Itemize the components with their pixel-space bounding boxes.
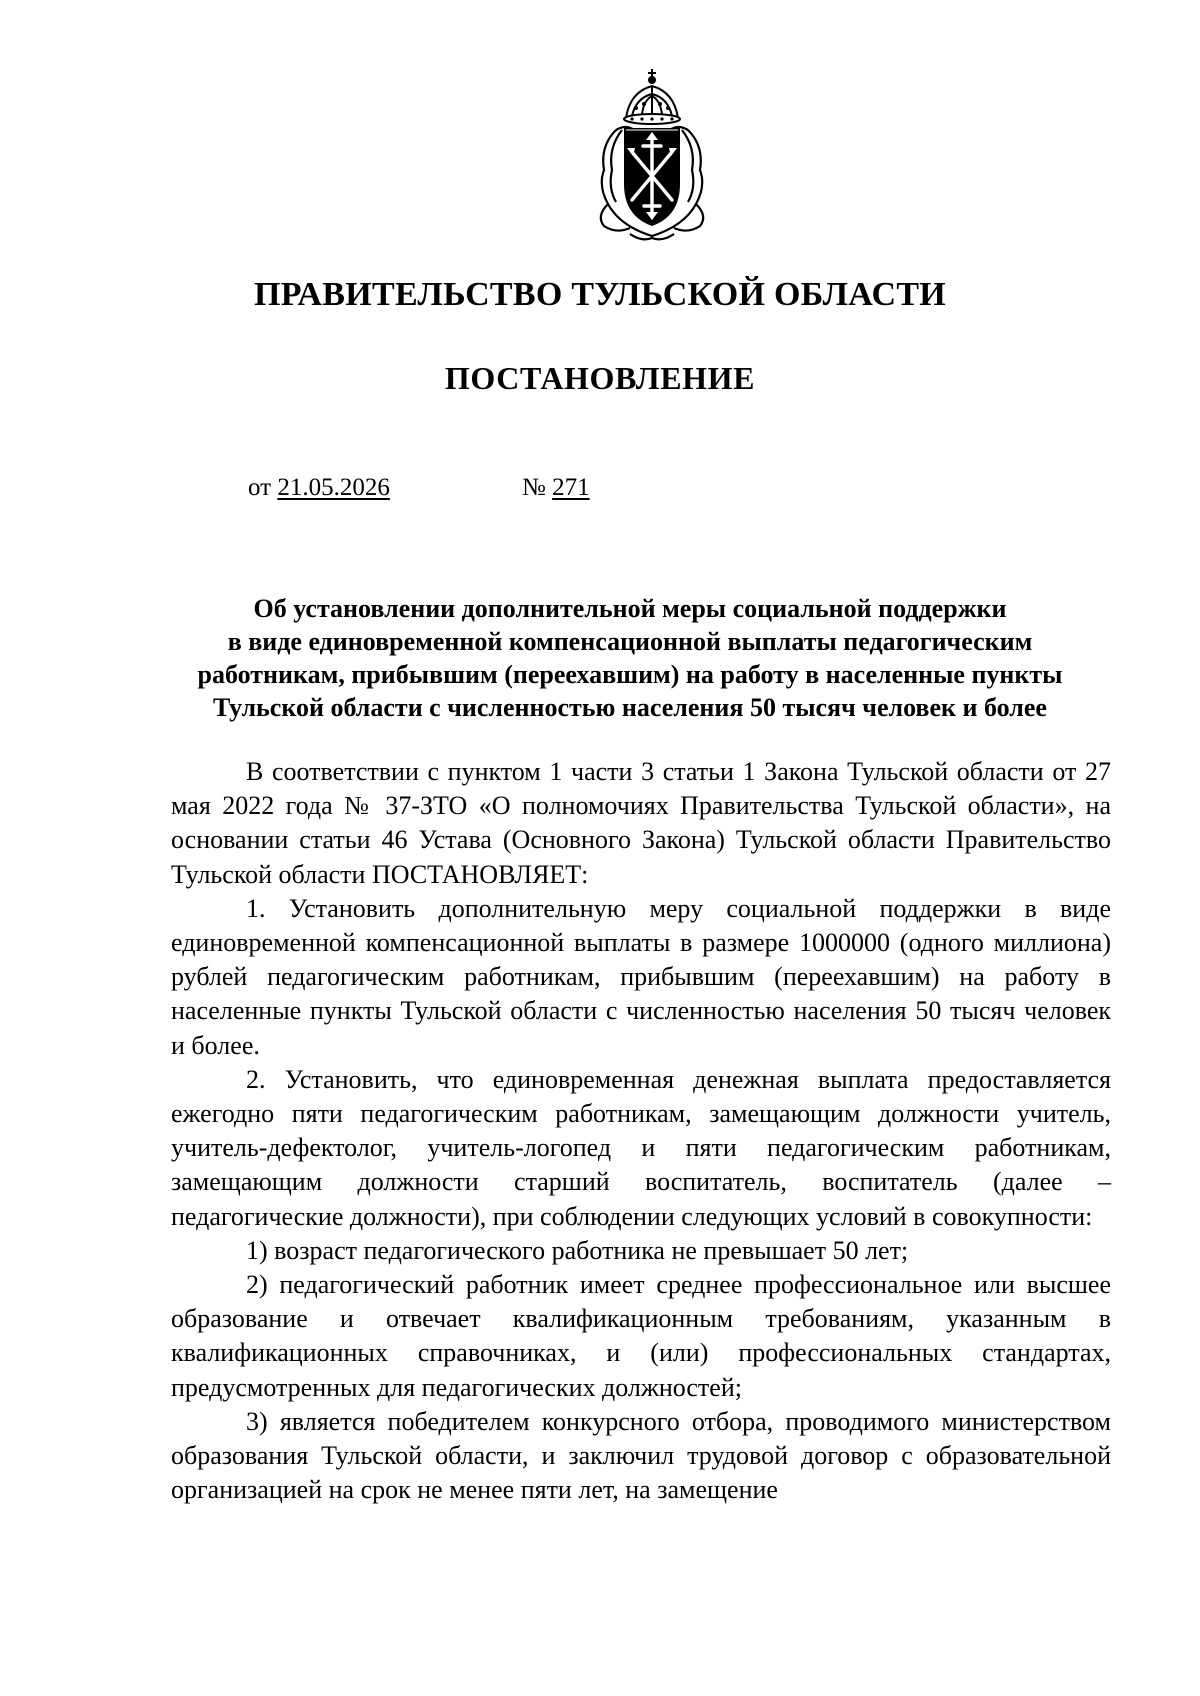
document-subject — [150, 592, 1110, 724]
body-paragraph: 1. Установить дополнительную меру социальной поддержки в виде единовременной компенсационной выплаты в размере 1000000 (одного миллиона) рублей педагогическим работникам, прибывшим (переехавшим) на работу в населенные пункты Тульской области с численностью населения 50 тысяч человек и более. — [171, 893, 1111, 1060]
document-date — [248, 474, 390, 502]
organization-title: ПРАВИТЕЛЬСТВО ТУЛЬСКОЙ ОБЛАСТИ — [253, 276, 947, 313]
subject-line: Об установлении дополнительной меры социальной поддержки — [253, 594, 1007, 623]
body-paragraph: 1) возраст педагогического работника не превышает 50 лет; — [246, 1235, 909, 1265]
subject-line: работникам, прибывшим (переехавшим) на работу в населенные пункты — [197, 660, 1063, 689]
body-paragraph: 2) педагогический работник имеет среднее профессиональное или высшее образование и отвечает квалификационным требованиям, указанным в квалификационных справочниках, и (или) профессиональных стандартах, предусмотренных для педагогических должностей; — [171, 1270, 1111, 1402]
document-type: ПОСТАНОВЛЕНИЕ — [444, 360, 756, 396]
number-prefix: № — [522, 474, 546, 501]
date-prefix: от — [248, 474, 272, 501]
document-number — [522, 474, 590, 502]
tula-coat-of-arms-icon — [586, 66, 718, 246]
date-value: 21.05.2026 — [277, 474, 390, 501]
subject-line: в виде единовременной компенсационной выплаты педагогическим — [227, 627, 1033, 656]
body-paragraph: 2. Установить, что единовременная денежная выплата предоставляется ежегодно пяти педагогическим работникам, замещающим должности учитель, учитель-дефектолог, учитель-логопед и пяти педагогическим работникам, замещающим должности старший воспитатель, воспитатель (далее – педагогические должности), при соблюдении следующих условий в совокупности: — [171, 1064, 1111, 1231]
subject-line: Тульской области с численностью населения 50 тысяч человек и более — [213, 693, 1047, 722]
body-paragraph: В соответствии с пунктом 1 части 3 статьи 1 Закона Тульской области от 27 мая 2022 года № 37-ЗТО «О полномочиях Правительства Тульской области», на основании статьи 46 Устава (Основного Закона) Тульской области Правительство Тульской области ПОСТАНОВЛЯЕТ: — [171, 757, 1111, 889]
number-value: 271 — [552, 474, 590, 501]
document-body — [171, 755, 1111, 1507]
body-paragraph: 3) является победителем конкурсного отбора, проводимого министерством образования Тульской области, и заключил трудовой договор с образовательной организацией на срок не менее пяти лет, на замещение — [171, 1406, 1111, 1505]
